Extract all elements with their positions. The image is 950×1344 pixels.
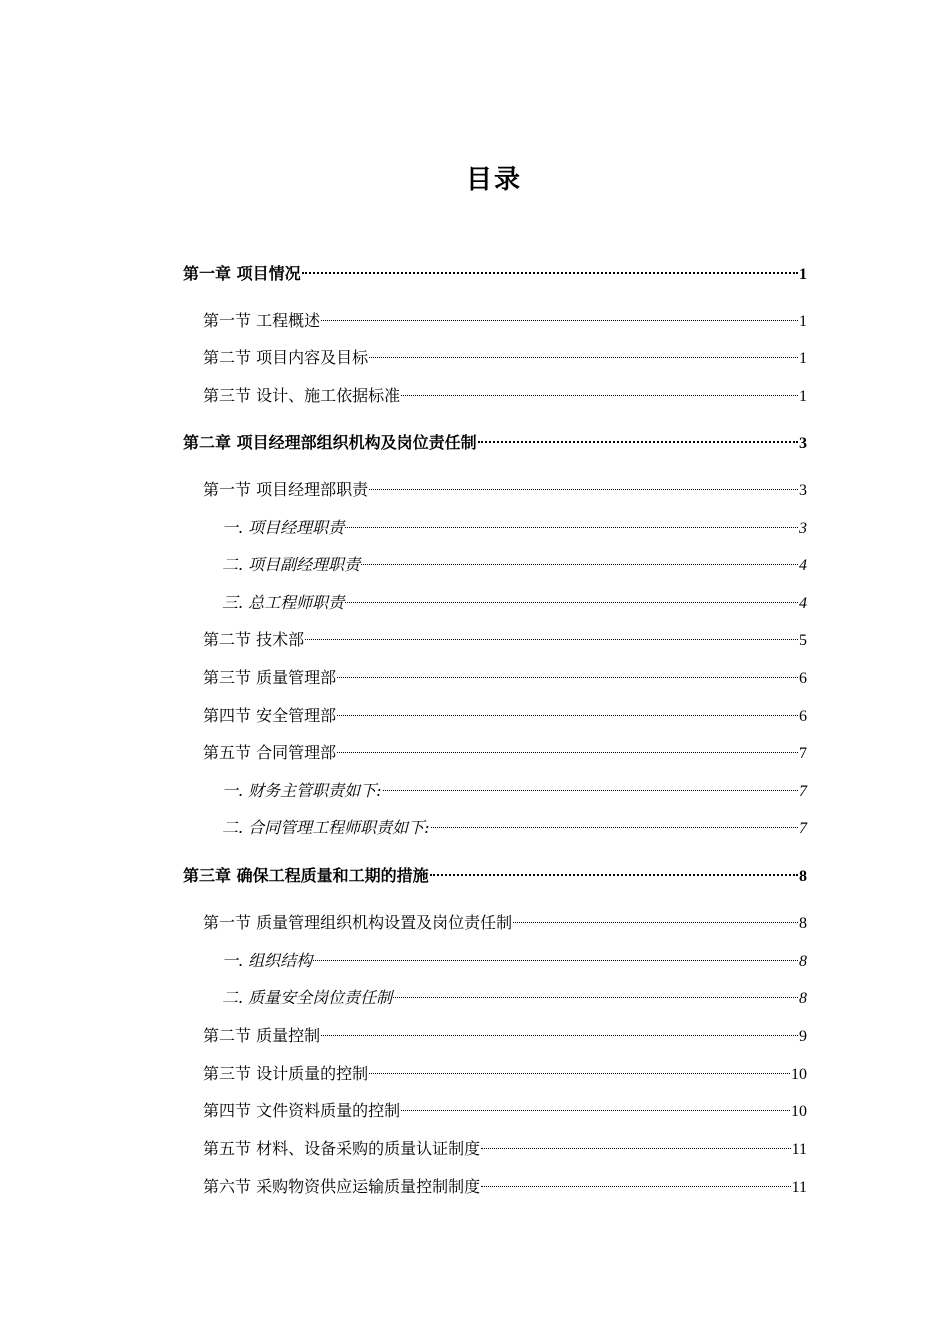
toc-entry-text: 第一节 项目经理部职责 bbox=[203, 480, 369, 499]
toc-entry-text: 一. 项目经理职责 bbox=[222, 518, 345, 537]
dot-leader bbox=[513, 922, 798, 923]
toc-page-number: 3 bbox=[799, 520, 807, 537]
toc-page-number: 9 bbox=[799, 1028, 807, 1045]
toc-page-number: 7 bbox=[799, 745, 807, 762]
toc-entry-text: 第四节 安全管理部 bbox=[203, 706, 337, 725]
toc-page-number: 1 bbox=[799, 350, 807, 367]
dot-leader bbox=[321, 320, 798, 321]
dot-leader bbox=[369, 1073, 790, 1074]
dot-leader bbox=[478, 441, 798, 443]
toc-page-number: 11 bbox=[791, 1141, 807, 1158]
toc-page-number: 5 bbox=[799, 632, 807, 649]
toc-item-2-5-2[interactable] bbox=[222, 816, 807, 840]
toc-section-3-4[interactable] bbox=[203, 1099, 807, 1123]
dot-leader bbox=[431, 827, 798, 828]
toc-entry-text: 二. 质量安全岗位责任制 bbox=[222, 988, 393, 1007]
toc-page-number: 4 bbox=[799, 595, 807, 612]
toc-entry-text: 第三节 设计质量的控制 bbox=[203, 1064, 369, 1083]
toc-chapter-1[interactable] bbox=[183, 262, 807, 286]
toc-section-3-1[interactable] bbox=[203, 911, 807, 935]
toc-section-3-5[interactable] bbox=[203, 1137, 807, 1161]
toc-section-2-4[interactable] bbox=[203, 704, 807, 728]
toc-page-number: 1 bbox=[799, 266, 807, 283]
dot-leader bbox=[393, 997, 798, 998]
dot-leader bbox=[401, 395, 798, 396]
toc-entry-text: 第一节 质量管理组织机构设置及岗位责任制 bbox=[203, 913, 513, 932]
toc-item-2-5-1[interactable] bbox=[222, 779, 807, 803]
toc-entry-text: 第三节 质量管理部 bbox=[203, 668, 337, 687]
toc-page-number: 10 bbox=[791, 1066, 807, 1083]
dot-leader bbox=[345, 602, 798, 603]
toc-section-1-1[interactable] bbox=[203, 309, 807, 333]
toc-entry-text: 第二节 技术部 bbox=[203, 630, 305, 649]
toc-entry-text: 第五节 材料、设备采购的质量认证制度 bbox=[203, 1139, 481, 1158]
toc-item-3-1-2[interactable] bbox=[222, 986, 807, 1010]
toc-section-3-6[interactable] bbox=[203, 1175, 807, 1199]
toc-page-number: 10 bbox=[791, 1103, 807, 1120]
toc-entry-text: 三. 总工程师职责 bbox=[222, 593, 345, 612]
toc-page-number: 3 bbox=[799, 435, 807, 452]
dot-leader bbox=[337, 752, 798, 753]
toc-entry-text: 第三章 确保工程质量和工期的措施 bbox=[183, 866, 429, 885]
toc-section-1-3[interactable] bbox=[203, 384, 807, 408]
toc-entry-text: 第一章 项目情况 bbox=[183, 264, 301, 283]
dot-leader bbox=[321, 1035, 798, 1036]
dot-leader bbox=[313, 960, 798, 961]
page-title: 目录 bbox=[465, 165, 522, 195]
toc-page-number: 8 bbox=[799, 915, 807, 932]
toc-entry-text: 第一节 工程概述 bbox=[203, 311, 321, 330]
toc-entry-text: 第四节 文件资料质量的控制 bbox=[203, 1101, 401, 1120]
toc-section-2-3[interactable] bbox=[203, 666, 807, 690]
dot-leader bbox=[337, 715, 798, 716]
toc-chapter-2[interactable] bbox=[183, 431, 807, 455]
toc-entry-text: 第六节 采购物资供应运输质量控制制度 bbox=[203, 1177, 481, 1196]
dot-leader bbox=[481, 1186, 791, 1187]
toc-section-3-2[interactable] bbox=[203, 1024, 807, 1048]
toc-page-number: 8 bbox=[799, 990, 807, 1007]
toc-page-number: 4 bbox=[799, 557, 807, 574]
dot-leader bbox=[361, 564, 798, 565]
toc-page-number: 7 bbox=[799, 783, 807, 800]
toc-item-2-1-3[interactable] bbox=[222, 591, 807, 615]
toc-entry-text: 一. 财务主管职责如下: bbox=[222, 781, 382, 800]
toc-section-2-5[interactable] bbox=[203, 741, 807, 765]
toc-page-number: 1 bbox=[799, 313, 807, 330]
dot-leader bbox=[430, 874, 798, 876]
dot-leader bbox=[369, 489, 798, 490]
toc-section-2-1[interactable] bbox=[203, 478, 807, 502]
toc-section-2-2[interactable] bbox=[203, 628, 807, 652]
toc-entry-text: 二. 项目副经理职责 bbox=[222, 555, 361, 574]
toc-entry-text: 第五节 合同管理部 bbox=[203, 743, 337, 762]
dot-leader bbox=[383, 790, 798, 791]
toc-page-number: 8 bbox=[799, 868, 807, 885]
dot-leader bbox=[369, 357, 798, 358]
dot-leader bbox=[305, 639, 798, 640]
dot-leader bbox=[401, 1110, 790, 1111]
toc-page-number: 6 bbox=[799, 670, 807, 687]
toc-page-number: 8 bbox=[799, 953, 807, 970]
toc-entry-text: 第二章 项目经理部组织机构及岗位责任制 bbox=[183, 433, 477, 452]
toc-page-number: 3 bbox=[799, 482, 807, 499]
toc-page-number: 6 bbox=[799, 708, 807, 725]
toc-entry-text: 一. 组织结构 bbox=[222, 951, 313, 970]
toc-item-2-1-2[interactable] bbox=[222, 553, 807, 577]
toc-chapter-3[interactable] bbox=[183, 864, 807, 888]
toc-entry-text: 第二节 质量控制 bbox=[203, 1026, 321, 1045]
toc-page-number: 7 bbox=[799, 820, 807, 837]
toc-entry-text: 第三节 设计、施工依据标准 bbox=[203, 386, 401, 405]
dot-leader bbox=[481, 1148, 791, 1149]
dot-leader bbox=[302, 272, 798, 274]
toc-page-number: 1 bbox=[799, 388, 807, 405]
toc-item-3-1-1[interactable] bbox=[222, 949, 807, 973]
toc-page-number: 11 bbox=[791, 1179, 807, 1196]
toc-section-1-2[interactable] bbox=[203, 346, 807, 370]
toc-entry-text: 二. 合同管理工程师职责如下: bbox=[222, 818, 430, 837]
toc-item-2-1-1[interactable] bbox=[222, 516, 807, 540]
dot-leader bbox=[337, 677, 798, 678]
dot-leader bbox=[345, 527, 798, 528]
toc-section-3-3[interactable] bbox=[203, 1062, 807, 1086]
toc-entry-text: 第二节 项目内容及目标 bbox=[203, 348, 369, 367]
